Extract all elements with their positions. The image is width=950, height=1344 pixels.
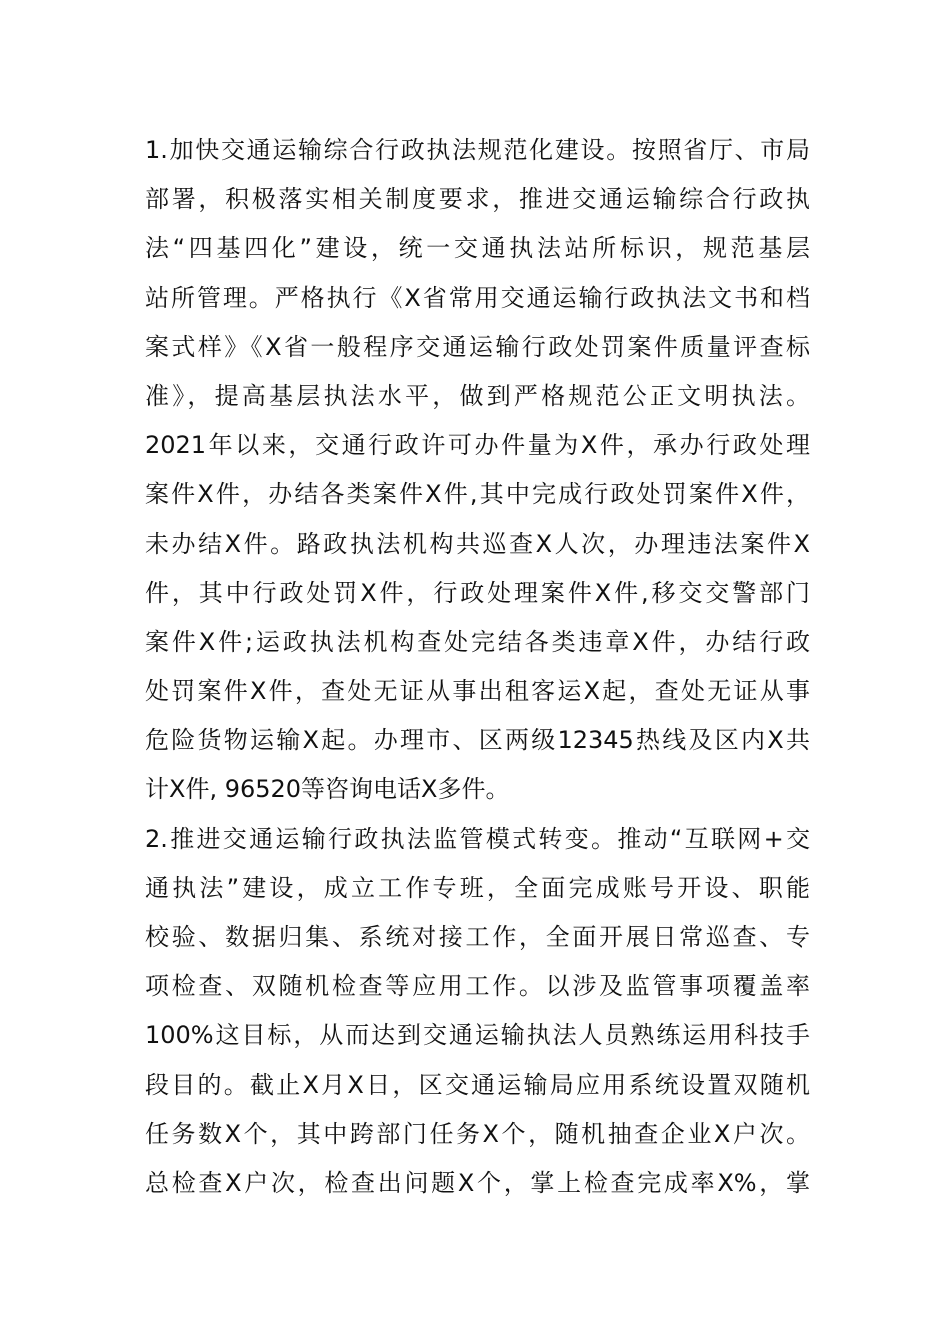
document-body — [145, 126, 810, 1208]
text-line: 危险货物运输X起。办理市、区两级12345热线及区内X共 — [145, 726, 810, 755]
text-line: 计X件, 96520等咨询电话X多件。 — [145, 775, 510, 804]
text-line: 站所管理。严格执行《X省常用交通运输行政执法文书和档 — [145, 283, 810, 312]
text-line: 法“四基四化”建设，统一交通执法站所标识，规范基层 — [145, 234, 810, 263]
text-line: 总检查X户次，检查出问题X个，掌上检查完成率X%，掌 — [145, 1168, 810, 1197]
text-line: 100%这目标，从而达到交通运输执法人员熟练运用科技手 — [145, 1021, 810, 1050]
text-line: 件，其中行政处罚X件，行政处理案件X件,移交交警部门 — [145, 578, 810, 607]
text-line: 1.加快交通运输综合行政执法规范化建设。按照省厅、市局 — [145, 136, 810, 164]
text-line: 准》，提高基层执法水平，做到严格规范公正文明执法。 — [145, 381, 810, 410]
paragraph-2 — [145, 815, 810, 1209]
text-line: 处罚案件X件，查处无证从事出租客运X起，查处无证从事 — [145, 677, 810, 706]
text-line: 案件X件;运政执法机构查处完结各类违章X件，办结行政 — [145, 627, 810, 656]
text-line: 任务数X个，其中跨部门任务X个，随机抽查企业X户次。 — [145, 1119, 810, 1148]
text-line: 部署，积极落实相关制度要求，推进交通运输综合行政执 — [145, 185, 810, 214]
text-line: 未办结X件。路政执法机构共巡查X人次，办理违法案件X — [145, 529, 810, 558]
text-line: 段目的。截止X月X日，区交通运输局应用系统设置双随机 — [145, 1070, 810, 1099]
text-line: 通执法”建设，成立工作专班，全面完成账号开设、职能 — [145, 873, 810, 902]
text-line: 2021年以来，交通行政许可办件量为X件，承办行政处理 — [145, 431, 810, 460]
text-line: 校验、数据归集、系统对接工作，全面开展日常巡查、专 — [145, 923, 810, 951]
text-line: 2.推进交通运输行政执法监管模式转变。推动“互联网+交 — [145, 824, 810, 853]
text-line: 项检查、双随机检查等应用工作。以涉及监管事项覆盖率 — [145, 972, 810, 1001]
paragraph-1 — [145, 126, 810, 815]
text-line: 案件X件，办结各类案件X件,其中完成行政处罚案件X件， — [145, 480, 810, 509]
text-line: 案式样》《X省一般程序交通运输行政处罚案件质量评查标 — [145, 332, 810, 361]
